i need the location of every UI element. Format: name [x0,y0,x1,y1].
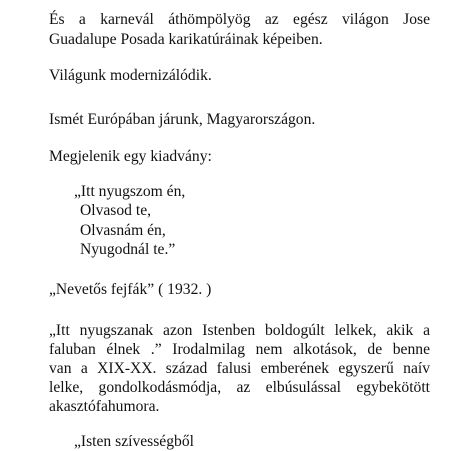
paragraph-5-line-3: van a XIX-XX. század falusi emberének egyszerű naív [49,360,430,377]
title-line: „Nevetős fejfák” ( 1932. ) [49,281,212,298]
paragraph-4: Megjelenik egy kiadvány: [49,148,212,165]
poem-1-line-2: Olvasod te, [80,202,152,219]
paragraph-2: Világunk modernizálódik. [49,67,212,84]
paragraph-1-line-2: Guadalupe Posada karikatúráinak képeiben. [49,31,323,48]
paragraph-5-line-5: akasztófahumora. [49,398,160,415]
paragraph-1-line-1: És a karnevál áthömpölyög az egész világon Jose [49,11,430,28]
poem-2-line-1: „Isten szívességből [74,433,194,450]
paragraph-5-line-2: faluban élnek .” Irodalmilag nem alkotások, de benne [49,341,430,358]
poem-1-line-3: Olvasnám én, [80,222,166,239]
paragraph-5-line-4: lelke, gondolkodásmódja, az elbúsulással egybekötött [49,379,430,396]
paragraph-5-line-1: „Itt nyugszanak azon Istenben boldogúlt lelkek, akik a [49,322,430,339]
paragraph-3: Ismét Európában járunk, Magyarországon. [49,111,316,128]
poem-1-line-1: „Itt nyugszom én, [74,183,186,200]
poem-1-line-4: Nyugodnál te.” [80,241,176,258]
